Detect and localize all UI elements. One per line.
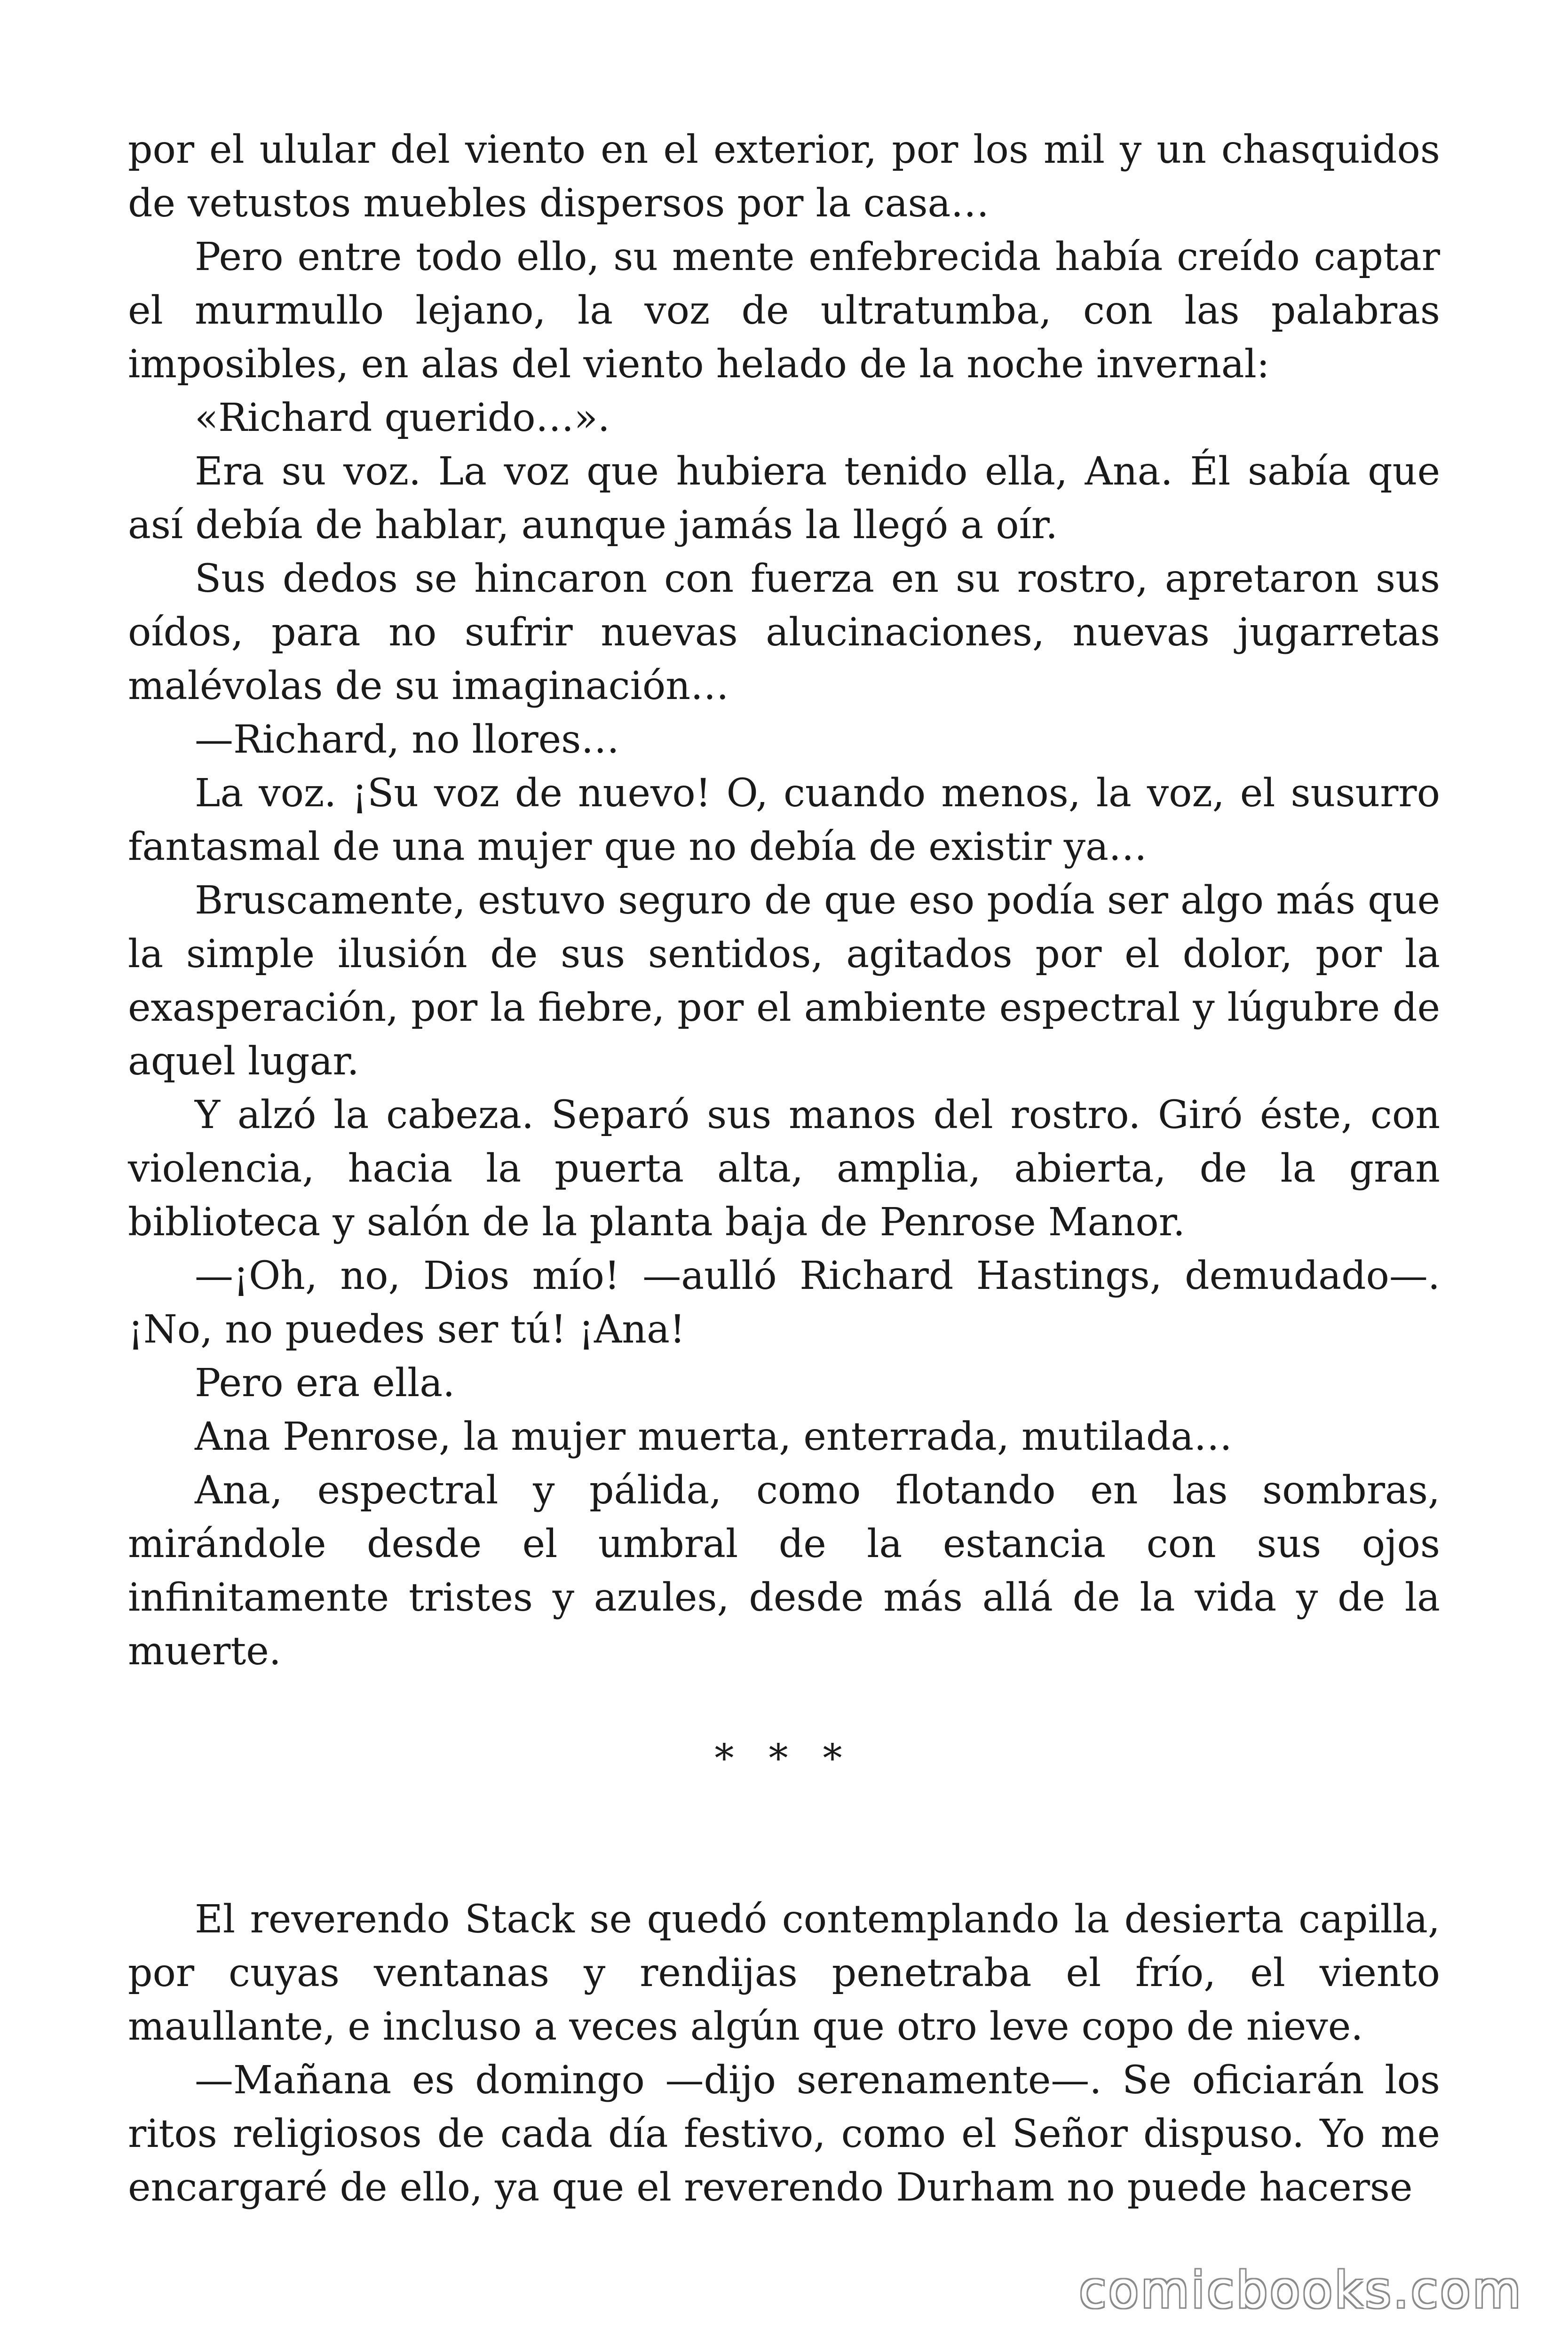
paragraph: —¡Oh, no, Dios mío! —aulló Richard Hastings, demudado—. ¡No, no puedes ser tú! ¡Ana! xyxy=(128,1254,1440,1352)
paragraph: El reverendo Stack se quedó contemplando la desierta capilla, por cuyas ventanas y rendijas penetraba el frío, el viento maullante, e incluso a veces algún que otro leve copo de nieve. xyxy=(128,1897,1440,2049)
paragraph: Sus dedos se hincaron con fuerza en su rostro, apretaron sus oídos, para no sufrir nuevas alucinaciones, nuevas jugarretas malévolas de su imaginación… xyxy=(128,556,1440,708)
paragraph: —Mañana es domingo —dijo serenamente—. Se oficiarán los ritos religiosos de cada día festivo, como el Señor dispuso. Yo me encargaré de ello, ya que el reverendo Durham no puede hacerse xyxy=(128,2058,1440,2210)
paragraph-continuation: por el ulular del viento en el exterior, por los mil y un chasquidos de vetustos muebles dispersos por la casa… xyxy=(128,127,1440,226)
paragraph: Pero era ella. xyxy=(195,1361,455,1406)
paragraph: Ana, espectral y pálida, como flotando en las sombras, mirándole desde el umbral de la estancia con sus ojos infinitamente tristes y azules, desde más allá de la vida y de la muerte. xyxy=(128,1468,1440,1674)
paragraph: —Richard, no llores… xyxy=(195,717,620,762)
watermark-logo: comicbooks.com xyxy=(1079,2261,1523,2319)
paragraph: La voz. ¡Su voz de nuevo! O, cuando menos, la voz, el susurro fantasmal de una mujer que no debía de existir ya… xyxy=(128,771,1440,869)
paragraph: Pero entre todo ello, su mente enfebrecida había creído captar el murmullo lejano, la voz de ultratumba, con las palabras imposibles, en alas del viento helado de la noche invernal: xyxy=(128,235,1440,387)
book-page xyxy=(128,123,1440,2215)
paragraph: Era su voz. La voz que hubiera tenido ella, Ana. Él sabía que así debía de hablar, aunque jamás la llegó a oír. xyxy=(128,449,1440,548)
paragraph: Bruscamente, estuvo seguro de que eso podía ser algo más que la simple ilusión de sus sentidos, agitados por el dolor, por la exasperación, por la fiebre, por el ambiente espectral y lúgubre de aquel lugar. xyxy=(128,878,1440,1084)
paragraph: Ana Penrose, la mujer muerta, enterrada, mutilada… xyxy=(195,1414,1233,1459)
paragraph: «Richard querido…». xyxy=(195,396,610,440)
section-separator: * * * xyxy=(714,1736,854,1781)
paragraph: Y alzó la cabeza. Separó sus manos del rostro. Giró éste, con violencia, hacia la puerta alta, amplia, abierta, de la gran biblioteca y salón de la planta baja de Penrose Manor. xyxy=(128,1093,1440,1245)
